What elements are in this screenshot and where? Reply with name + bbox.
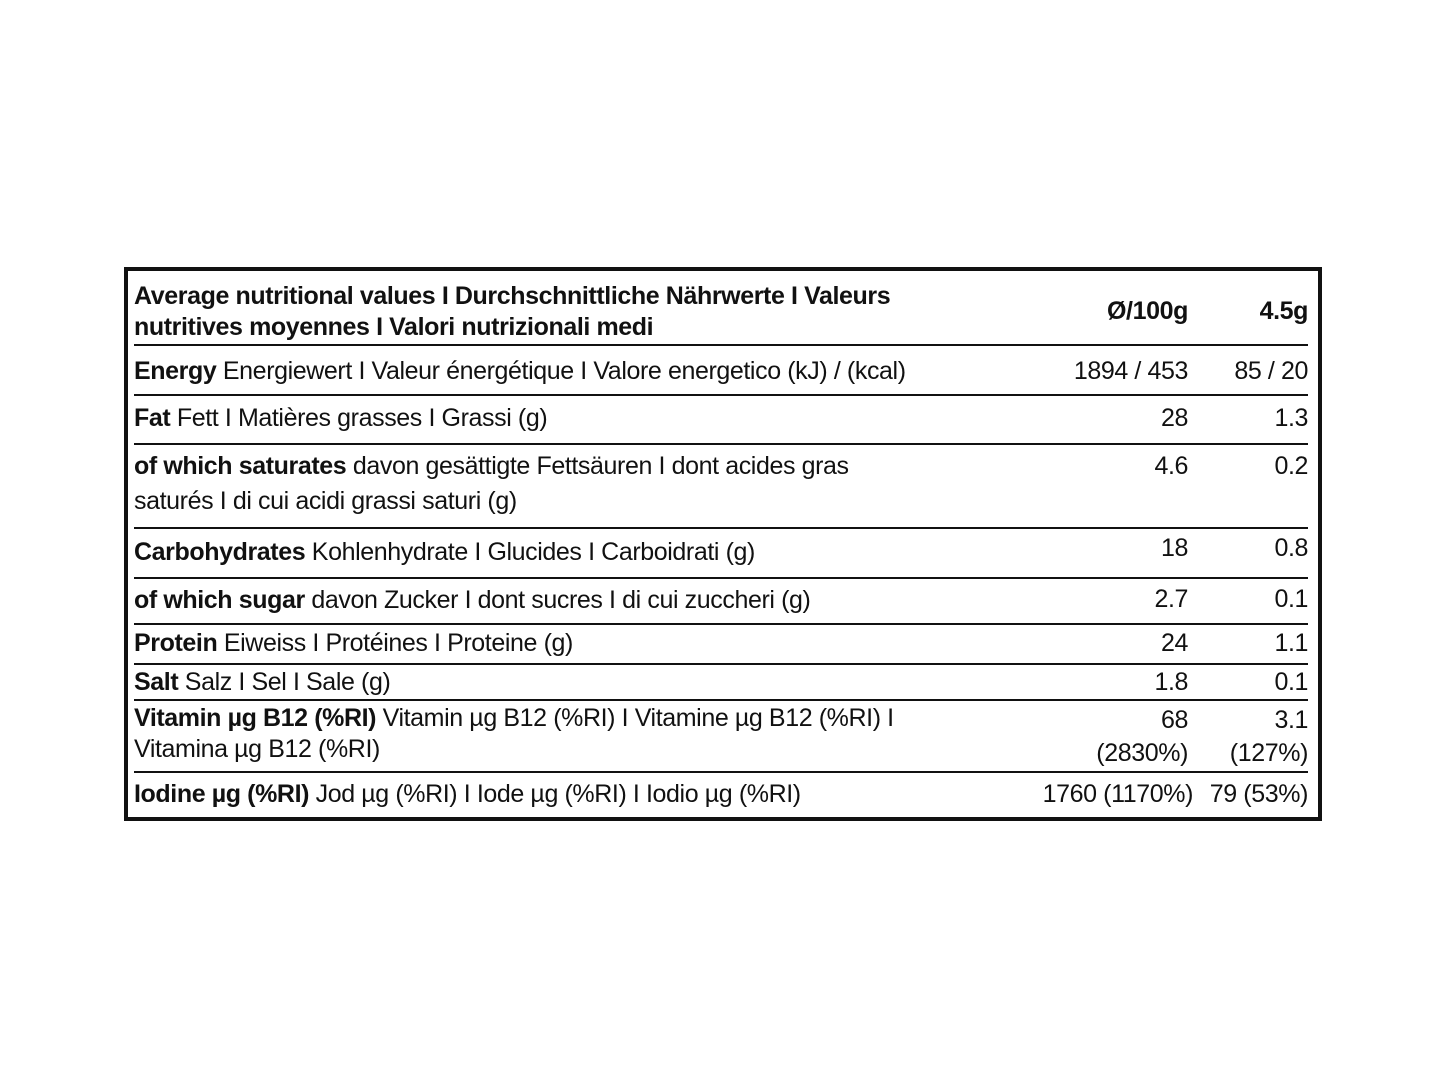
row-label-text: davon gesättigte Fettsäuren I dont acides gras: [346, 452, 849, 480]
row-value-per100: 24: [1160, 629, 1188, 657]
row-label-bold: Fat: [134, 404, 171, 432]
row-value-portion: 0.1: [1274, 668, 1308, 696]
table-row-iodine: [134, 773, 1308, 817]
table-row-energy: [134, 346, 1308, 396]
row-label-text: Jod µg (%RI) I Iode µg (%RI) I Iodio µg (%RI): [309, 780, 801, 808]
row-label: [134, 356, 1024, 387]
row-label: [134, 779, 1024, 810]
row-label-bold: Protein: [134, 629, 218, 657]
row-value-per100: 1894 / 453: [1073, 357, 1188, 385]
header-title-line2: nutritives moyennes I Valori nutrizionali medi: [134, 313, 654, 341]
row-label-bold: Vitamin µg B12 (%RI): [134, 704, 377, 732]
row-value-per100-amount: 68: [1160, 706, 1188, 734]
header-portion: 4.5g: [1259, 297, 1308, 325]
row-value-per100: [968, 705, 1188, 769]
row-value-portion: 1.1: [1274, 629, 1308, 657]
row-label-text: Eiweiss I Protéines I Proteine (g): [217, 629, 573, 657]
table-row-fat: [134, 396, 1308, 445]
row-label: [134, 628, 1024, 659]
table-row-saturates: [134, 445, 1308, 529]
row-label-text: Vitamin µg B12 (%RI) I Vitamine µg B12 (%RI) I: [376, 704, 894, 732]
row-value-portion: 0.8: [1274, 534, 1308, 562]
row-label-text: Salz I Sel I Sale (g): [178, 668, 391, 696]
header-title: [134, 281, 1024, 343]
row-label-text: Energiewert I Valeur énergétique I Valore energetico (kJ) / (kcal): [216, 357, 906, 385]
table-header-row: [134, 279, 1308, 346]
table-row-sugar: [134, 579, 1308, 625]
row-value-portion: 79 (53%): [1209, 780, 1308, 808]
row-value-per100: 4.6: [1154, 452, 1188, 480]
table-row-vitamin-b12: [134, 701, 1308, 773]
row-label-text: Kohlenhydrate I Glucides I Carboidrati (g): [305, 538, 755, 566]
row-label: [134, 667, 1024, 698]
row-value-portion: 0.2: [1274, 452, 1308, 480]
row-label-bold: Carbohydrates: [134, 538, 306, 566]
row-value-portion-amount: 3.1: [1274, 706, 1308, 734]
row-value-per100: 1.8: [1154, 668, 1188, 696]
row-label: [134, 537, 1024, 568]
row-value-portion: [1188, 705, 1308, 769]
row-label: [134, 403, 1024, 434]
table-row-salt: [134, 665, 1308, 701]
row-label: [134, 451, 1024, 517]
table-row-carbohydrates: [134, 529, 1308, 579]
row-label-bold: Iodine µg (%RI): [134, 780, 310, 808]
row-label: [134, 585, 1024, 616]
row-label-text: davon Zucker I dont sucres I di cui zuccheri (g): [304, 586, 811, 614]
row-value-per100: 2.7: [1154, 585, 1188, 613]
row-label-bold: Energy: [134, 357, 217, 385]
row-value-per100: 1760 (1170%): [1042, 780, 1193, 808]
row-label-bold: of which sugar: [134, 586, 305, 614]
row-value-per100: 28: [1160, 404, 1188, 432]
nutrition-table: [124, 267, 1322, 821]
row-label: [134, 703, 1024, 765]
row-label-bold: of which saturates: [134, 452, 347, 480]
row-value-portion: 0.1: [1274, 585, 1308, 613]
row-value-portion: 85 / 20: [1234, 357, 1308, 385]
row-label-bold: Salt: [134, 668, 179, 696]
row-label-text: Fett I Matières grasses I Grassi (g): [170, 404, 548, 432]
row-value-per100: 18: [1160, 534, 1188, 562]
header-per100: Ø/100g: [1107, 297, 1188, 325]
table-row-protein: [134, 625, 1308, 665]
row-label-line2: Vitamina µg B12 (%RI): [134, 735, 380, 763]
row-label-line2: saturés I di cui acidi grassi saturi (g): [134, 487, 517, 515]
header-title-line1: Average nutritional values I Durchschnittliche Nährwerte I Valeurs: [134, 282, 891, 310]
row-value-portion-ri: (127%): [1229, 739, 1308, 767]
row-value-per100-ri: (2830%): [1096, 739, 1188, 767]
row-value-portion: 1.3: [1274, 404, 1308, 432]
